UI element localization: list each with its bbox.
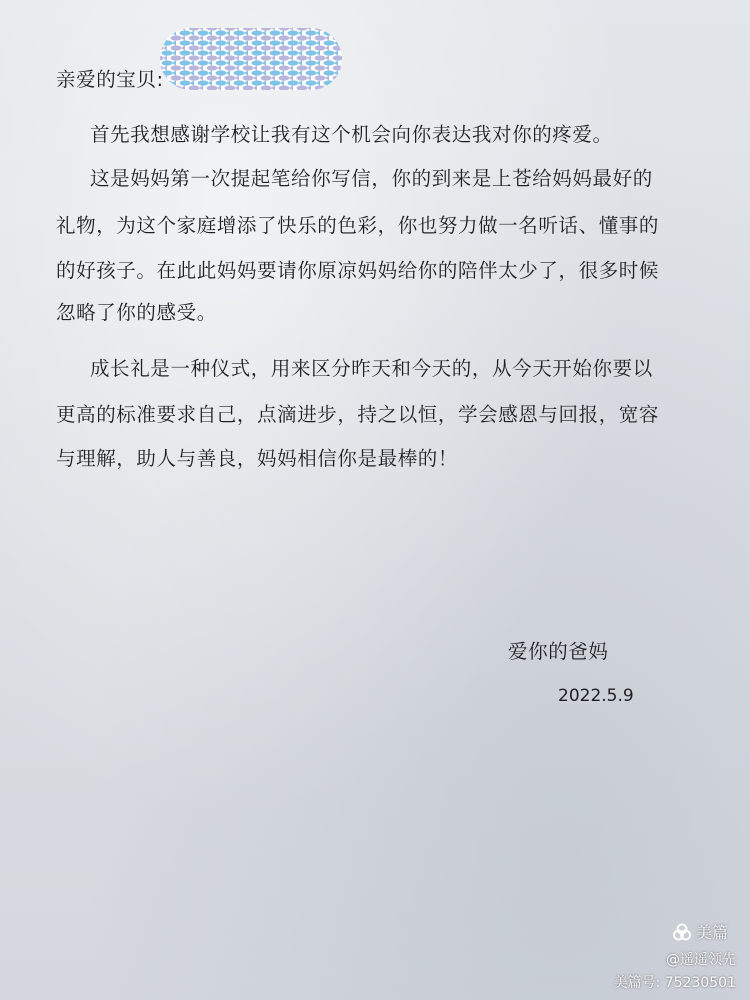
letter-date: 2022.5.9	[558, 686, 634, 706]
letter-line-3: 礼物，为这个家庭增添了快乐的色彩，你也努力做一名听话、懂事的	[56, 214, 660, 237]
watermark-brand-label: 美篇	[696, 923, 729, 942]
meipian-logo-icon	[672, 922, 692, 942]
letter-line-8: 与理解，助人与善良，妈妈相信你是最棒的！	[56, 447, 459, 470]
letter-line-2: 这是妈妈第一次提起笔给你写信，你的到来是上苍给妈妈最好的	[90, 167, 653, 190]
watermark-brand	[672, 920, 728, 943]
redaction-pattern	[160, 28, 342, 90]
letter-line-5: 忽略了你的感受。	[56, 301, 217, 324]
letter-signature: 爱你的爸妈	[508, 640, 609, 663]
letter-line-6: 成长礼是一种仪式，用来区分昨天和今天的，从今天开始你要以	[90, 357, 653, 380]
redaction-mosaic	[160, 28, 342, 90]
watermark-user: @遥遥领先	[666, 952, 736, 968]
watermark-id: 美篇号: 75230501	[613, 975, 736, 991]
letter-line-7: 更高的标准要求自己，点滴进步，持之以恒，学会感恩与回报，宽容	[56, 403, 660, 426]
letter-greeting: 亲爱的宝贝:	[56, 68, 164, 91]
letter-line-1: 首先我想感谢学校让我有这个机会向你表达我对你的疼爱。	[90, 123, 613, 146]
letter-line-4: 的好孩子。在此此妈妈要请你原凉妈妈给你的陪伴太少了，很多时候	[56, 259, 660, 282]
